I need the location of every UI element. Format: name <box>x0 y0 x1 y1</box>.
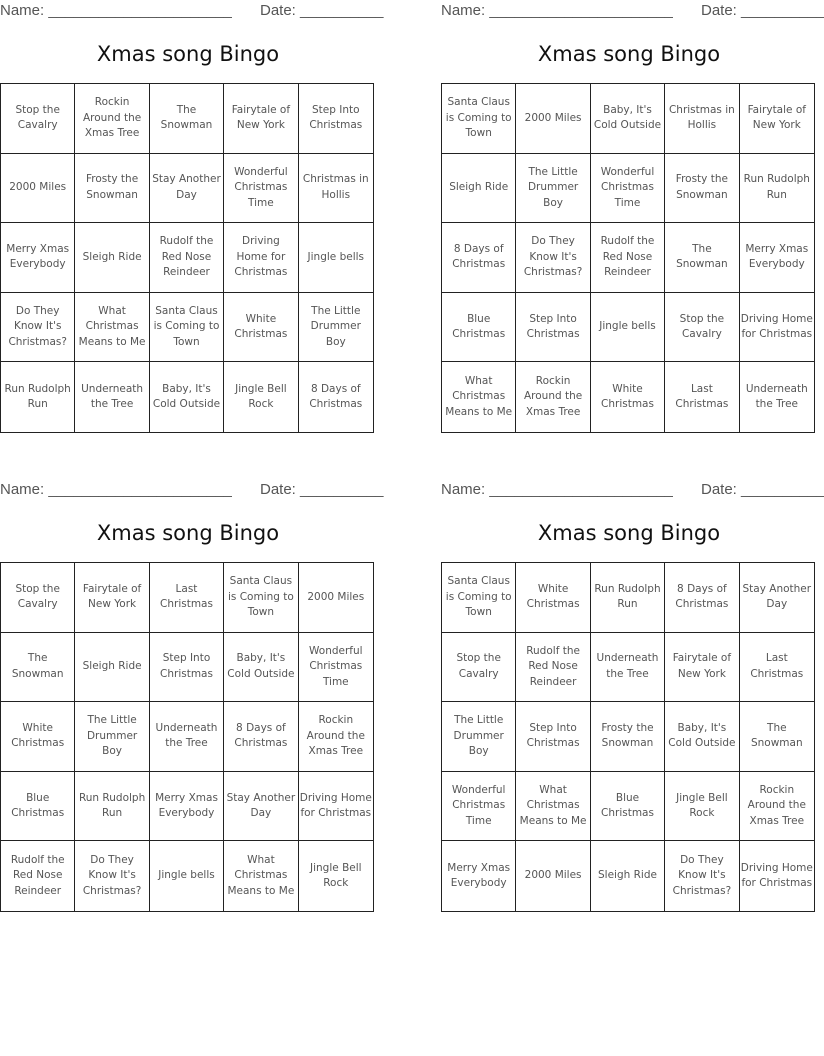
bingo-cell[interactable]: Rockin Around the Xmas Tree <box>740 772 814 842</box>
bingo-cell[interactable]: Underneath the Tree <box>150 702 224 772</box>
bingo-cell[interactable]: Frosty the Snowman <box>75 154 149 224</box>
bingo-cell[interactable]: 2000 Miles <box>516 84 590 154</box>
bingo-cell[interactable]: Merry Xmas Everybody <box>150 772 224 842</box>
bingo-cell[interactable]: Last Christmas <box>150 563 224 633</box>
bingo-cell[interactable]: The Snowman <box>665 223 739 293</box>
bingo-cell[interactable]: What Christmas Means to Me <box>75 293 149 363</box>
bingo-cell[interactable]: 8 Days of Christmas <box>309 382 363 411</box>
name-label: Name: <box>441 2 486 19</box>
date-line[interactable]: __________ <box>741 481 824 498</box>
bingo-cell[interactable]: Baby, It's Cold Outside <box>150 362 224 432</box>
name-field[interactable] <box>441 481 673 498</box>
date-label: Date: <box>701 481 737 498</box>
bingo-cell[interactable]: 2000 Miles <box>299 563 373 633</box>
bingo-cell[interactable]: Sleigh Ride <box>591 841 665 911</box>
bingo-cell[interactable]: White Christmas <box>591 362 665 432</box>
bingo-cell[interactable]: Do They Know It's Christmas? <box>1 293 75 363</box>
bingo-cell[interactable]: Frosty the Snowman <box>591 702 665 772</box>
bingo-cell[interactable]: Fairytale of New York <box>740 84 814 154</box>
bingo-cell[interactable]: Stay Another Day <box>150 154 224 224</box>
bingo-cell[interactable]: Underneath the Tree <box>745 382 808 411</box>
bingo-cell[interactable]: What Christmas Means to Me <box>516 772 590 842</box>
bingo-cell[interactable]: Jingle Bell Rock <box>665 772 739 842</box>
bingo-cell[interactable]: Do They Know It's Christmas? <box>516 223 590 293</box>
bingo-cell[interactable]: Rudolf the Red Nose Reindeer <box>150 223 224 293</box>
bingo-cell[interactable]: Rockin Around the Xmas Tree <box>299 702 373 772</box>
bingo-cell[interactable]: Sleigh Ride <box>75 633 149 703</box>
bingo-cell[interactable]: Sleigh Ride <box>75 223 149 293</box>
bingo-grid <box>0 562 374 912</box>
bingo-cell[interactable]: Jingle bells <box>150 841 224 911</box>
bingo-cell[interactable]: White Christmas <box>1 702 75 772</box>
bingo-cell[interactable]: Run Rudolph Run <box>75 772 149 842</box>
bingo-cell[interactable]: Baby, It's Cold Outside <box>591 84 665 154</box>
bingo-cell[interactable]: Wonderful Christmas Time <box>299 633 373 703</box>
bingo-cell[interactable]: The Snowman <box>1 633 75 703</box>
bingo-cell[interactable]: Blue Christmas <box>591 772 665 842</box>
bingo-cell[interactable]: Driving Home for Christmas <box>299 772 373 842</box>
bingo-cell[interactable]: Santa Claus is Coming to Town <box>150 293 224 363</box>
bingo-cell[interactable]: What Christmas Means to Me <box>442 362 516 432</box>
bingo-cell[interactable]: Stay Another Day <box>224 772 298 842</box>
bingo-cell[interactable]: Blue Christmas <box>1 772 75 842</box>
name-field[interactable] <box>441 2 673 19</box>
name-field[interactable] <box>0 481 232 498</box>
date-line[interactable]: __________ <box>741 2 824 19</box>
name-label: Name: <box>0 2 45 19</box>
bingo-cell[interactable]: Stop the Cavalry <box>1 563 75 633</box>
card-title: Xmas song Bingo <box>96 521 280 545</box>
bingo-cell[interactable]: Baby, It's Cold Outside <box>665 702 739 772</box>
bingo-cell[interactable]: The Snowman <box>150 84 224 154</box>
bingo-cell[interactable]: Last Christmas <box>665 362 739 432</box>
bingo-grid <box>441 562 815 912</box>
date-label: Date: <box>260 481 296 498</box>
bingo-cell[interactable]: Frosty the Snowman <box>665 154 739 224</box>
name-label: Name: <box>0 481 45 498</box>
bingo-cell[interactable]: Underneath the Tree <box>591 633 665 703</box>
bingo-cell[interactable]: Do They Know It's Christmas? <box>665 841 739 911</box>
bingo-grid <box>441 83 815 433</box>
date-line[interactable]: __________ <box>300 481 384 498</box>
bingo-cell[interactable]: Fairytale of New York <box>665 633 739 703</box>
bingo-cell[interactable]: Christmas in Hollis <box>299 154 373 224</box>
bingo-cell[interactable]: Santa Claus is Coming to Town <box>442 563 516 633</box>
bingo-cell[interactable]: Driving Home for Christmas <box>224 223 298 293</box>
bingo-cell[interactable]: Santa Claus is Coming to Town <box>442 84 516 154</box>
bingo-cell[interactable]: Wonderful Christmas Time <box>591 154 665 224</box>
bingo-cell[interactable]: Rockin Around the Xmas Tree <box>75 84 149 154</box>
name-label: Name: <box>441 481 486 498</box>
name-line[interactable]: ______________________ <box>489 2 673 19</box>
bingo-cell[interactable]: Jingle Bell Rock <box>224 362 298 432</box>
bingo-cell[interactable]: Blue Christmas <box>442 293 516 363</box>
bingo-cell[interactable]: Baby, It's Cold Outside <box>224 633 298 703</box>
bingo-cell[interactable]: The Snowman <box>740 702 814 772</box>
bingo-cell[interactable]: The Little Drummer Boy <box>299 293 373 363</box>
bingo-cell[interactable]: Jingle Bell Rock <box>310 861 362 890</box>
bingo-cell[interactable]: Run Rudolph Run <box>740 154 814 224</box>
bingo-cell[interactable]: Rockin Around the Xmas Tree <box>516 362 590 432</box>
bingo-cell[interactable]: Stop the Cavalry <box>1 84 75 154</box>
bingo-cell[interactable]: The Little Drummer Boy <box>516 154 590 224</box>
bingo-cell[interactable]: Merry Xmas Everybody <box>1 223 75 293</box>
bingo-cell[interactable]: Step Into Christmas <box>516 702 590 772</box>
bingo-cell[interactable]: Run Rudolph Run <box>591 563 665 633</box>
bingo-cell[interactable]: White Christmas <box>224 293 298 363</box>
bingo-cell[interactable]: Stop the Cavalry <box>442 633 516 703</box>
date-label: Date: <box>260 2 296 19</box>
bingo-cell[interactable]: Last Christmas <box>740 633 814 703</box>
bingo-cell[interactable]: Stop the Cavalry <box>665 293 739 363</box>
bingo-cell[interactable]: Wonderful Christmas Time <box>224 154 298 224</box>
bingo-card <box>0 0 384 435</box>
bingo-cell[interactable]: Rudolf the Red Nose Reindeer <box>591 223 665 293</box>
date-field[interactable] <box>260 481 383 498</box>
bingo-grid <box>0 83 374 433</box>
bingo-cell[interactable]: The Little Drummer Boy <box>442 702 516 772</box>
card-title: Xmas song Bingo <box>96 42 280 66</box>
bingo-cell[interactable]: Run Rudolph Run <box>1 362 75 432</box>
bingo-cell[interactable]: Wonderful Christmas Time <box>442 772 516 842</box>
bingo-cell[interactable]: 8 Days of Christmas <box>224 702 298 772</box>
card-title: Xmas song Bingo <box>537 521 721 545</box>
bingo-cell[interactable]: Driving Home for Christmas <box>740 861 813 890</box>
bingo-cell[interactable]: Do They Know It's Christmas? <box>75 841 149 911</box>
card-title: Xmas song Bingo <box>537 42 721 66</box>
bingo-cell[interactable]: Santa Claus is Coming to Town <box>224 563 298 633</box>
name-field[interactable] <box>0 2 232 19</box>
bingo-cell[interactable]: Merry Xmas Everybody <box>442 841 516 911</box>
bingo-card <box>0 479 384 914</box>
date-label: Date: <box>701 2 737 19</box>
bingo-cell[interactable]: Stay Another Day <box>740 563 814 633</box>
date-line[interactable]: __________ <box>300 2 384 19</box>
bingo-cell[interactable]: Jingle bells <box>299 223 373 293</box>
date-field[interactable] <box>701 2 824 19</box>
bingo-cell[interactable]: Rudolf the Red Nose Reindeer <box>1 841 75 911</box>
bingo-cell[interactable]: 2000 Miles <box>516 841 590 911</box>
bingo-cell[interactable]: Step Into Christmas <box>516 293 590 363</box>
bingo-card <box>441 479 824 914</box>
bingo-cell[interactable]: 8 Days of Christmas <box>665 563 739 633</box>
bingo-cell[interactable]: Step Into Christmas <box>150 633 224 703</box>
bingo-cell[interactable]: Sleigh Ride <box>442 154 516 224</box>
bingo-cell[interactable]: Driving Home for Christmas <box>740 293 814 363</box>
date-field[interactable] <box>260 2 383 19</box>
bingo-cell[interactable]: Fairytale of New York <box>224 84 298 154</box>
name-line[interactable]: ______________________ <box>48 481 232 498</box>
bingo-cell[interactable]: Merry Xmas Everybody <box>740 223 814 293</box>
name-line[interactable]: ______________________ <box>489 481 673 498</box>
bingo-cell[interactable]: Jingle bells <box>591 293 665 363</box>
bingo-cell[interactable]: Step Into Christmas <box>299 84 373 154</box>
bingo-cell[interactable]: Fairytale of New York <box>75 563 149 633</box>
bingo-cell[interactable]: What Christmas Means to Me <box>224 841 298 911</box>
bingo-cell[interactable]: The Little Drummer Boy <box>75 702 149 772</box>
bingo-card <box>441 0 824 435</box>
bingo-cell[interactable]: 8 Days of Christmas <box>442 223 516 293</box>
bingo-cell[interactable]: Christmas in Hollis <box>665 84 739 154</box>
name-line[interactable]: ______________________ <box>48 2 232 19</box>
date-field[interactable] <box>701 481 824 498</box>
bingo-cell[interactable]: Rudolf the Red Nose Reindeer <box>516 633 590 703</box>
bingo-cell[interactable]: Underneath the Tree <box>75 362 149 432</box>
bingo-cell[interactable]: White Christmas <box>516 563 590 633</box>
bingo-cell[interactable]: 2000 Miles <box>1 154 75 224</box>
